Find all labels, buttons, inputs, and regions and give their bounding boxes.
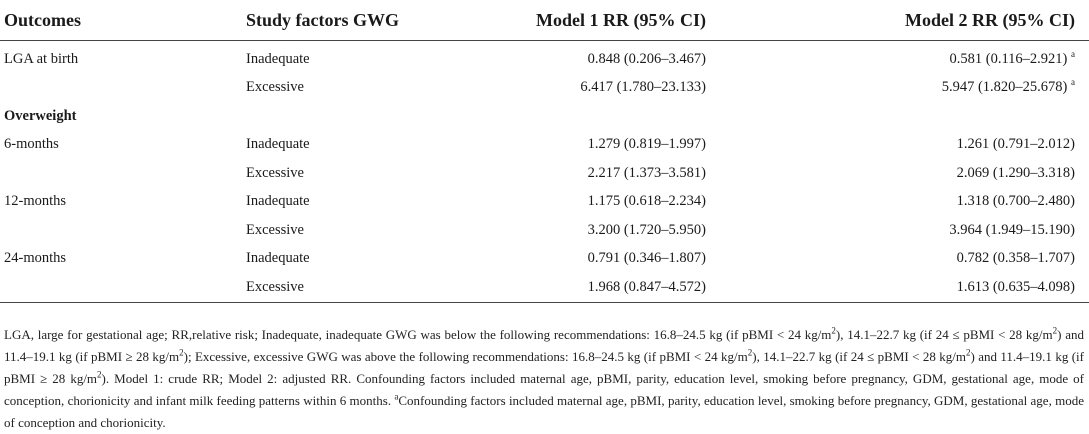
factor-cell: Inadequate (246, 193, 310, 210)
factor-cell: Excessive (246, 273, 416, 302)
model1-cell: 0.791 (0.346–1.807) (587, 250, 706, 267)
table-row (0, 245, 1089, 274)
footnote-marker: a (1071, 77, 1075, 88)
table-row (0, 159, 1089, 188)
table-row (0, 131, 1089, 160)
header-model1: Model 1 RR (95% CI) (416, 0, 728, 41)
model2-cell (728, 41, 1089, 74)
table-footnote (4, 324, 1084, 434)
table-header-row (0, 0, 1089, 41)
model2-cell: 3.964 (1.949–15.190) (949, 221, 1075, 238)
table-row (0, 188, 1089, 217)
model2-value: 0.581 (0.116–2.921) (949, 50, 1068, 67)
table-row (0, 273, 1089, 302)
table-row (0, 216, 1089, 245)
model1-cell: 1.279 (0.819–1.997) (587, 136, 706, 153)
outcome-cell: 6-months (4, 136, 59, 153)
model2-cell: 1.613 (0.635–4.098) (728, 273, 1089, 302)
factor-cell: Inadequate (246, 136, 310, 153)
model2-cell: 2.069 (1.290–3.318) (956, 164, 1075, 181)
footnote-text: LGA, large for gestational age; RR,relative risk; Inadequate, inadequate GWG was below the following recommendations: 16.8–24.5 kg (if pBMI < 24 $kg/m^2$), 14.1–22.7 kg (if 24 ≤ pBMI < 28 $kg/m^2$) and 11.4–19.1 kg (if pBMI ≥ 28 $kg/m^2$); Excessive, excessive GWG was above the following recommendations: 16.8–24.5 kg (if pBMI < 24 $kg/m^2$), 14.1–22.7 kg (if 24 ≤ pBMI < 28 $kg/m^2$) and 11.4–19.1 kg (if pBMI ≥ 28 $kg/m^2$). Model 1: crude RR; Model 2: adjusted RR. Confounding factors included maternal age, pBMI, parity, education level, smoking before pregnancy, GDM, gestational age, mode of conception, chorionicity and infant milk feeding patterns within 6 months. $^a$Confounding factors included maternal age, pBMI, parity, education level, smoking before pregnancy, GDM, gestational age, mode of conception and chorionicity. (4, 325, 1084, 430)
model2-cell: 1.261 (0.791–2.012) (956, 136, 1075, 153)
table-row (0, 102, 1089, 131)
header-outcomes: Outcomes (0, 0, 246, 41)
header-study-factors: Study factors GWG (246, 0, 416, 41)
model1-cell: 1.968 (0.847–4.572) (416, 273, 728, 302)
table-row (0, 41, 1089, 74)
outcome-cell (0, 74, 246, 103)
model1-cell (416, 102, 728, 131)
model1-cell: 6.417 (1.780–23.133) (580, 79, 706, 96)
factor-cell: Excessive (246, 164, 304, 181)
factor-cell: Excessive (246, 221, 304, 238)
header-model2: Model 2 RR (95% CI) (728, 0, 1089, 41)
factor-cell: Excessive (246, 79, 304, 96)
model2-cell: 0.782 (0.358–1.707) (956, 250, 1075, 267)
factor-cell: Inadequate (246, 250, 310, 267)
model2-cell (728, 74, 1089, 103)
outcome-cell: 12-months (4, 193, 67, 210)
outcome-cell (0, 159, 246, 188)
footnote-marker: a (1071, 48, 1075, 59)
model1-cell: 3.200 (1.720–5.950) (587, 221, 706, 238)
factor-cell (246, 102, 416, 131)
table-row (0, 74, 1089, 103)
footnote-marker: a (394, 391, 399, 402)
model1-cell: 1.175 (0.618–2.234) (587, 193, 706, 210)
model1-cell: 0.848 (0.206–3.467) (587, 50, 706, 67)
section-heading-cell: Overweight (4, 107, 77, 124)
outcome-cell: LGA at birth (4, 50, 79, 67)
model2-cell (728, 102, 1089, 131)
outcome-cell (0, 216, 246, 245)
model2-cell: 1.318 (0.700–2.480) (956, 193, 1075, 210)
model2-value: 5.947 (1.820–25.678) (941, 79, 1068, 96)
factor-cell: Inadequate (246, 50, 310, 67)
model1-cell: 2.217 (1.373–3.581) (587, 164, 706, 181)
outcome-cell: 24-months (4, 250, 67, 267)
outcome-cell (0, 273, 246, 302)
